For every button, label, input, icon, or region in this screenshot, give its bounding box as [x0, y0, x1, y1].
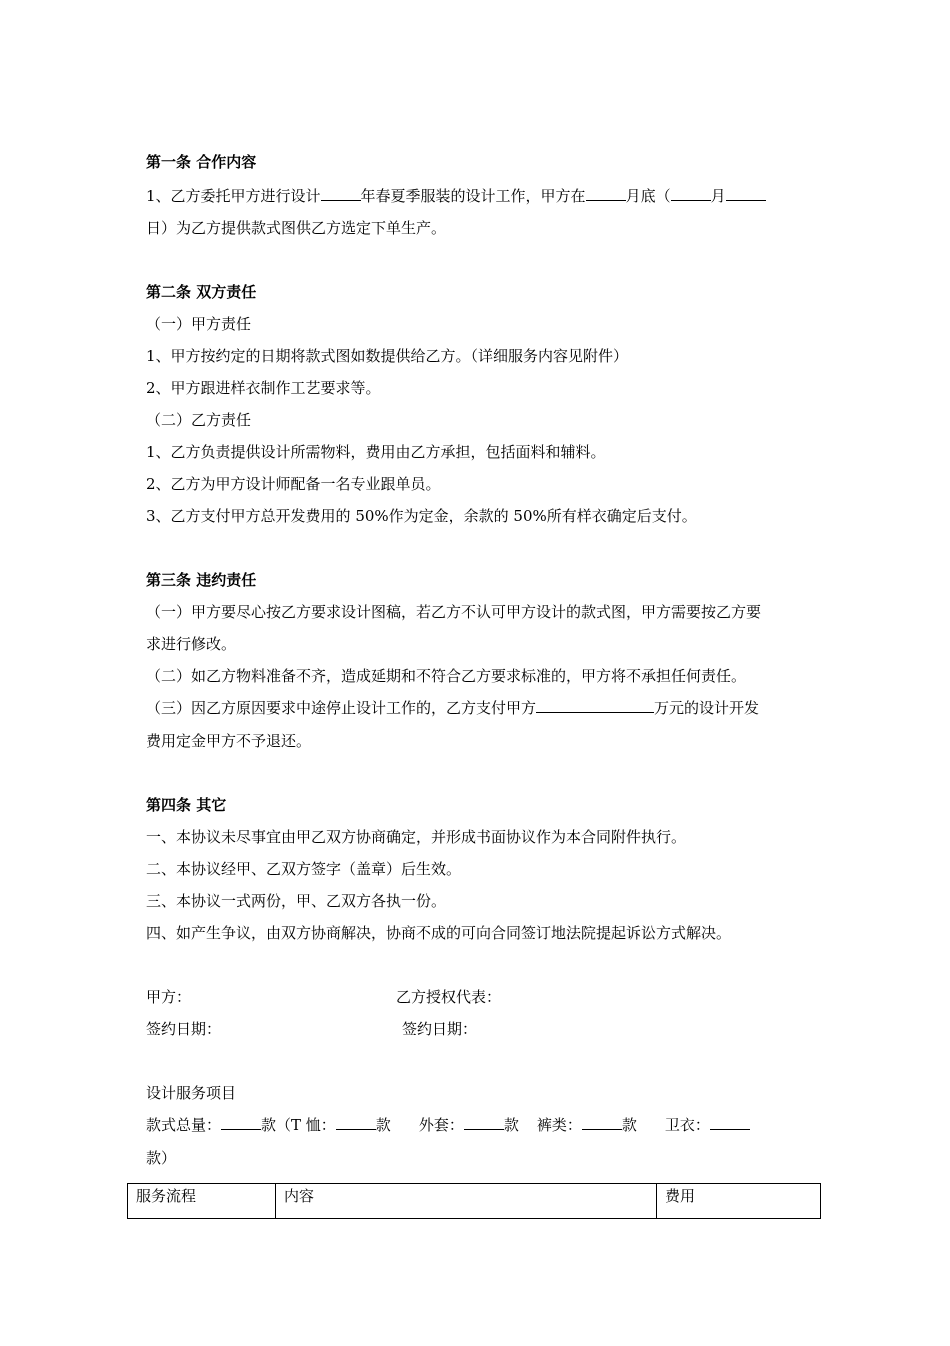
article-3-line-4 [146, 698, 759, 718]
article-4-item: 四、如产生争议，由双方协商解决，协商不成的可向合同签订地法院提起诉讼方式解决。 [146, 924, 732, 942]
article-2-item: 2、乙方为甲方设计师配备一名专业跟单员。 [146, 475, 441, 493]
article-3-line-3: （二）如乙方物料准备不齐，造成延期和不符合乙方要求标准的，甲方将不承担任何责任。 [146, 667, 747, 685]
hoodie-label: 卫衣： [664, 1116, 710, 1134]
article-4-item: 二、本协议经甲、乙双方签字（盖章）后生效。 [146, 860, 462, 878]
party-a-label: 甲方： [146, 988, 192, 1006]
pants-blank[interactable] [582, 1115, 622, 1130]
article-2-item: 2、甲方跟进样衣制作工艺要求等。 [146, 379, 381, 397]
month-blank[interactable] [586, 186, 626, 201]
article-2-title: 第二条 双方责任 [146, 283, 257, 301]
article-2-item: （二）乙方责任 [146, 411, 252, 429]
unit-label: 款 [503, 1116, 519, 1134]
article-3-line-5: 费用定金甲方不予退还。 [146, 732, 312, 750]
service-title: 设计服务项目 [146, 1084, 237, 1102]
article-2-item: 3、乙方支付甲方总开发费用的 50%作为定金，余款的 50%所有样衣确定后支付。 [146, 507, 697, 525]
month-blank-2[interactable] [671, 186, 711, 201]
article-1-title: 第一条 合作内容 [146, 153, 257, 171]
unit-label: 款 [621, 1116, 637, 1134]
amount-blank[interactable] [536, 698, 654, 713]
article-1-text-b: 年春夏季服装的设计工作，甲方在 [360, 187, 586, 205]
total-label: 款式总量： [146, 1116, 222, 1134]
article-2-item: 1、甲方按约定的日期将款式图如数提供给乙方。（详细服务内容见附件） [146, 347, 629, 365]
article-4-item: 一、本协议未尽事宜由甲乙双方协商确定，并形成书面协议作为本合同附件执行。 [146, 828, 687, 846]
total-blank[interactable] [221, 1115, 261, 1130]
article-3-line-1: （一）甲方要尽心按乙方要求设计图稿，若乙方不认可甲方设计的款式图，甲方需要按乙方要 [146, 603, 762, 621]
table-header-row [128, 1184, 821, 1219]
article-2-item: （一）甲方责任 [146, 315, 252, 333]
article-3-line-2: 求进行修改。 [146, 635, 237, 653]
article-1-line-1 [146, 186, 766, 206]
article-3-text-a: （三）因乙方原因要求中途停止设计工作的，乙方支付甲方 [146, 699, 537, 717]
tshirt-label: 款（T 恤： [261, 1116, 336, 1134]
header-content: 内容 [276, 1184, 657, 1219]
year-blank[interactable] [321, 186, 361, 201]
article-1-text-a: 1、乙方委托甲方进行设计 [146, 187, 321, 205]
party-a-date-label: 签约日期： [146, 1020, 222, 1038]
article-4-title: 第四条 其它 [146, 796, 227, 814]
party-b-label: 乙方授权代表： [396, 988, 502, 1006]
pants-label: 裤类： [536, 1116, 582, 1134]
service-quantity-line [146, 1115, 750, 1135]
header-fee: 费用 [657, 1184, 821, 1219]
article-4-item: 三、本协议一式两份，甲、乙双方各执一份。 [146, 892, 447, 910]
article-1-text-d: 月 [710, 187, 726, 205]
article-3-text-b: 万元的设计开发 [654, 699, 760, 717]
article-1-text-c: 月底（ [625, 187, 671, 205]
article-2-item: 1、乙方负责提供设计所需物料，费用由乙方承担，包括面料和辅料。 [146, 443, 606, 461]
article-3-title: 第三条 违约责任 [146, 571, 257, 589]
day-blank[interactable] [726, 186, 766, 201]
outer-label: 外套： [418, 1116, 464, 1134]
outer-blank[interactable] [464, 1115, 504, 1130]
header-process: 服务流程 [128, 1184, 276, 1219]
party-b-date-label: 签约日期： [402, 1020, 478, 1038]
hoodie-blank[interactable] [710, 1115, 750, 1130]
service-table [127, 1183, 821, 1219]
service-last-line: 款） [146, 1149, 177, 1167]
tshirt-blank[interactable] [336, 1115, 376, 1130]
article-1-line-2: 日）为乙方提供款式图供乙方选定下单生产。 [146, 219, 447, 237]
unit-label: 款 [375, 1116, 391, 1134]
